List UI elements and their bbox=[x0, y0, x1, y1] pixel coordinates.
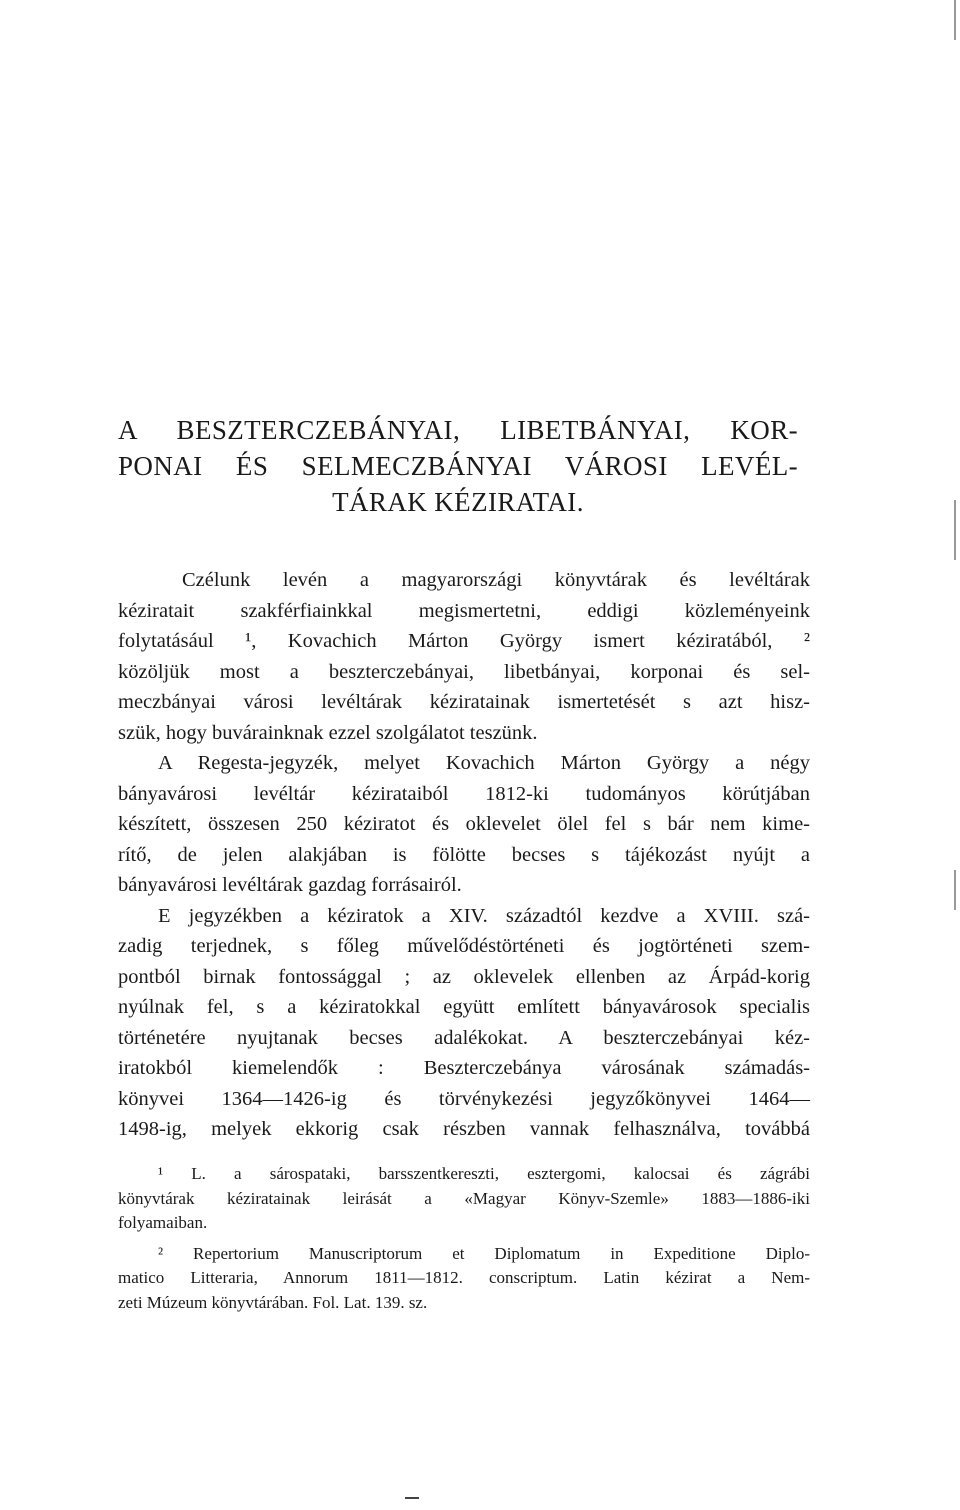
page-bottom-mark bbox=[405, 1497, 419, 1499]
footnote-line: matico Litteraria, Annorum 1811—1812. conscriptum. Latin kézirat a Nem- bbox=[118, 1268, 810, 1287]
footnote-line: folyamaiban. bbox=[118, 1213, 208, 1232]
article-title bbox=[118, 412, 798, 520]
footnote-2 bbox=[118, 1242, 810, 1316]
paragraph-line: közöljük most a beszterczebányai, libetbányai, korponai és sel- bbox=[118, 660, 810, 683]
paragraph-line: 1498-ig, melyek ekkorig csak részben vannak felhasználva, továbbá bbox=[118, 1118, 810, 1140]
paragraph-line: bányavárosi levéltár kézirataiból 1812-ki tudományos körútjában bbox=[118, 782, 810, 805]
paragraph-line: meczbányai városi levéltárak kéziratainak ismertetését s azt hisz- bbox=[118, 691, 810, 713]
scan-edge-mark bbox=[954, 0, 956, 40]
title-line: TÁRAK KÉZIRATAI. bbox=[332, 487, 584, 517]
paragraph-line: folytatásául ¹, Kovachich Márton György ismert kéziratából, ² bbox=[118, 630, 810, 652]
footnote-line: könyvtárak kéziratainak leirását a «Magyar Könyv-Szemle» 1883—1886-iki bbox=[118, 1188, 810, 1208]
scan-edge-mark bbox=[954, 500, 956, 560]
title-line: PONAI ÉS SELMECZBÁNYAI VÁROSI LEVÉL- bbox=[118, 451, 798, 481]
body-text bbox=[118, 565, 810, 1145]
paragraph-line: rítő, de jelen alakjában is fölötte becses s tájékozást nyújt a bbox=[118, 843, 810, 866]
paragraph-line: kéziratait szakférfiainkkal megismertetni, eddigi közleményeink bbox=[118, 599, 810, 622]
paragraph-line: történetére nyujtanak becses adalékokat. A beszterczebányai kéz- bbox=[118, 1026, 810, 1049]
paragraph-line: könyvei 1364—1426-ig és törvénykezési jegyzőkönyvei 1464— bbox=[118, 1087, 810, 1110]
paragraph-line: Czélunk levén a magyarországi könyvtárak és levéltárak bbox=[182, 569, 810, 591]
paragraph-line: nyúlnak fel, s a kéziratokkal együtt említett bányavárosok specialis bbox=[118, 996, 810, 1018]
paragraph-line: E jegyzékben a kéziratok a XIV. századtól kezdve a XVIII. szá- bbox=[158, 904, 810, 927]
scan-edge-mark bbox=[954, 870, 956, 910]
paragraph-line: készített, összesen 250 kéziratot és oklevelet ölel fel s bár nem kime- bbox=[118, 813, 810, 835]
footnote-1 bbox=[118, 1162, 810, 1236]
paragraph-line: pontból birnak fontossággal ; az oklevelek ellenben az Árpád-korig bbox=[118, 965, 810, 988]
paragraph-line: zadig terjednek, s főleg művelődéstörténeti és jogtörténeti szem- bbox=[118, 935, 810, 957]
footnote-line: zeti Múzeum könyvtárában. Fol. Lat. 139. sz. bbox=[118, 1292, 428, 1312]
footnote-line: ² Repertorium Manuscriptorum et Diplomatum in Expeditione Diplo- bbox=[158, 1243, 810, 1263]
paragraph-line: iratokból kiemelendők : Beszterczebánya városának számadás- bbox=[118, 1057, 810, 1079]
footnotes bbox=[118, 1162, 810, 1315]
paragraph-line: bányavárosi levéltárak gazdag forrásairól. bbox=[118, 874, 462, 896]
title-line: A BESZTERCZEBÁNYAI, LIBETBÁNYAI, KOR- bbox=[118, 415, 798, 445]
paragraph-line: A Regesta-jegyzék, melyet Kovachich Márton György a négy bbox=[158, 752, 810, 774]
footnote-line: ¹ L. a sárospataki, barsszentkereszti, esztergomi, kalocsai és zágrábi bbox=[158, 1164, 810, 1183]
paragraph-line: szük, hogy buvárainknak ezzel szolgálatot teszünk. bbox=[118, 721, 538, 744]
